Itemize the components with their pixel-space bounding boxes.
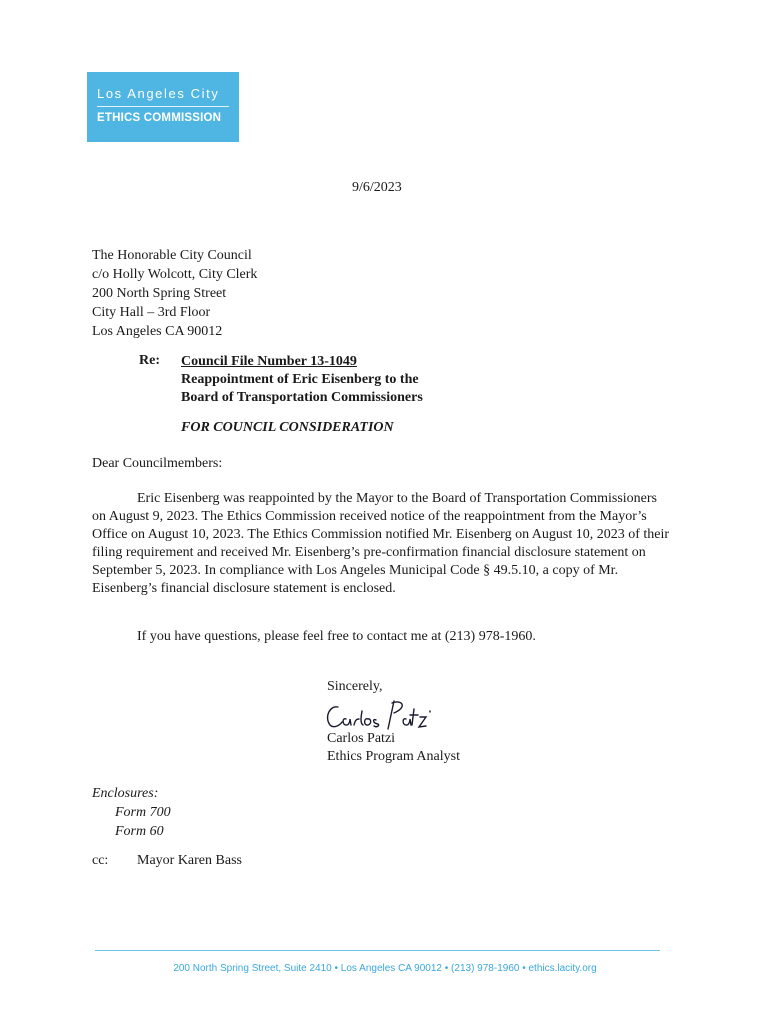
recipient-address [92, 246, 257, 341]
handwritten-signature [322, 695, 442, 735]
cc-recipient: Mayor Karen Bass [137, 853, 242, 868]
logo-commission-text: ETHICS COMMISSION [97, 112, 222, 124]
footer-contact: 200 North Spring Street, Suite 2410 • Los Angeles CA 90012 • (213) 978-1960 • ethics.lacity.org [173, 963, 597, 974]
closing: Sincerely, [327, 679, 383, 694]
logo-divider [97, 106, 229, 107]
re-subject-line: Reappointment of Eric Eisenberg to the [181, 372, 419, 387]
logo-city-text: Los Angeles City [97, 86, 220, 101]
signer-title: Ethics Program Analyst [327, 749, 460, 764]
council-file-number: Council File Number 13-1049 [181, 354, 357, 369]
contact-paragraph: If you have questions, please feel free to contact me at (213) 978-1960. [137, 629, 536, 644]
address-line: Los Angeles CA 90012 [92, 324, 223, 339]
cc-label: cc: [92, 853, 109, 868]
footer-divider [95, 950, 660, 951]
re-label: Re: [139, 353, 160, 368]
body-paragraph: Eric Eisenberg was reappointed by the Mayor to the Board of Transportation Commissioners on August 9, 2023. The Ethics Commission received notice of the reappointment from the Mayor’s Office on August 10, 2023. The Ethics Commission notified Mr. Eisenberg on August 10, 2023 of their filing requirement and received Mr. Eisenberg’s pre-confirmation financial disclosure statement on September 5, 2023. In compliance with Los Angeles Municipal Code § 49.5.10, a copy of Mr. Eisenberg’s financial disclosure statement is enclosed. [92, 491, 670, 596]
salutation: Dear Councilmembers: [92, 456, 223, 471]
re-subject [181, 353, 423, 407]
enclosures-label: Enclosures: [92, 786, 159, 801]
signer-block [327, 730, 460, 766]
address-line: The Honorable City Council [92, 248, 252, 263]
letter-date: 9/6/2023 [352, 180, 402, 195]
address-line: City Hall – 3rd Floor [92, 305, 211, 320]
ethics-commission-logo [87, 72, 239, 142]
address-line: 200 North Spring Street [92, 286, 227, 301]
enclosure-item: Form 700 [115, 805, 171, 820]
enclosures [92, 784, 171, 841]
enclosure-item: Form 60 [115, 824, 164, 839]
consideration-note: FOR COUNCIL CONSIDERATION [181, 420, 394, 435]
re-subject-line: Board of Transportation Commissioners [181, 390, 423, 405]
signer-name: Carlos Patzi [327, 731, 396, 746]
address-line: c/o Holly Wolcott, City Clerk [92, 267, 258, 282]
